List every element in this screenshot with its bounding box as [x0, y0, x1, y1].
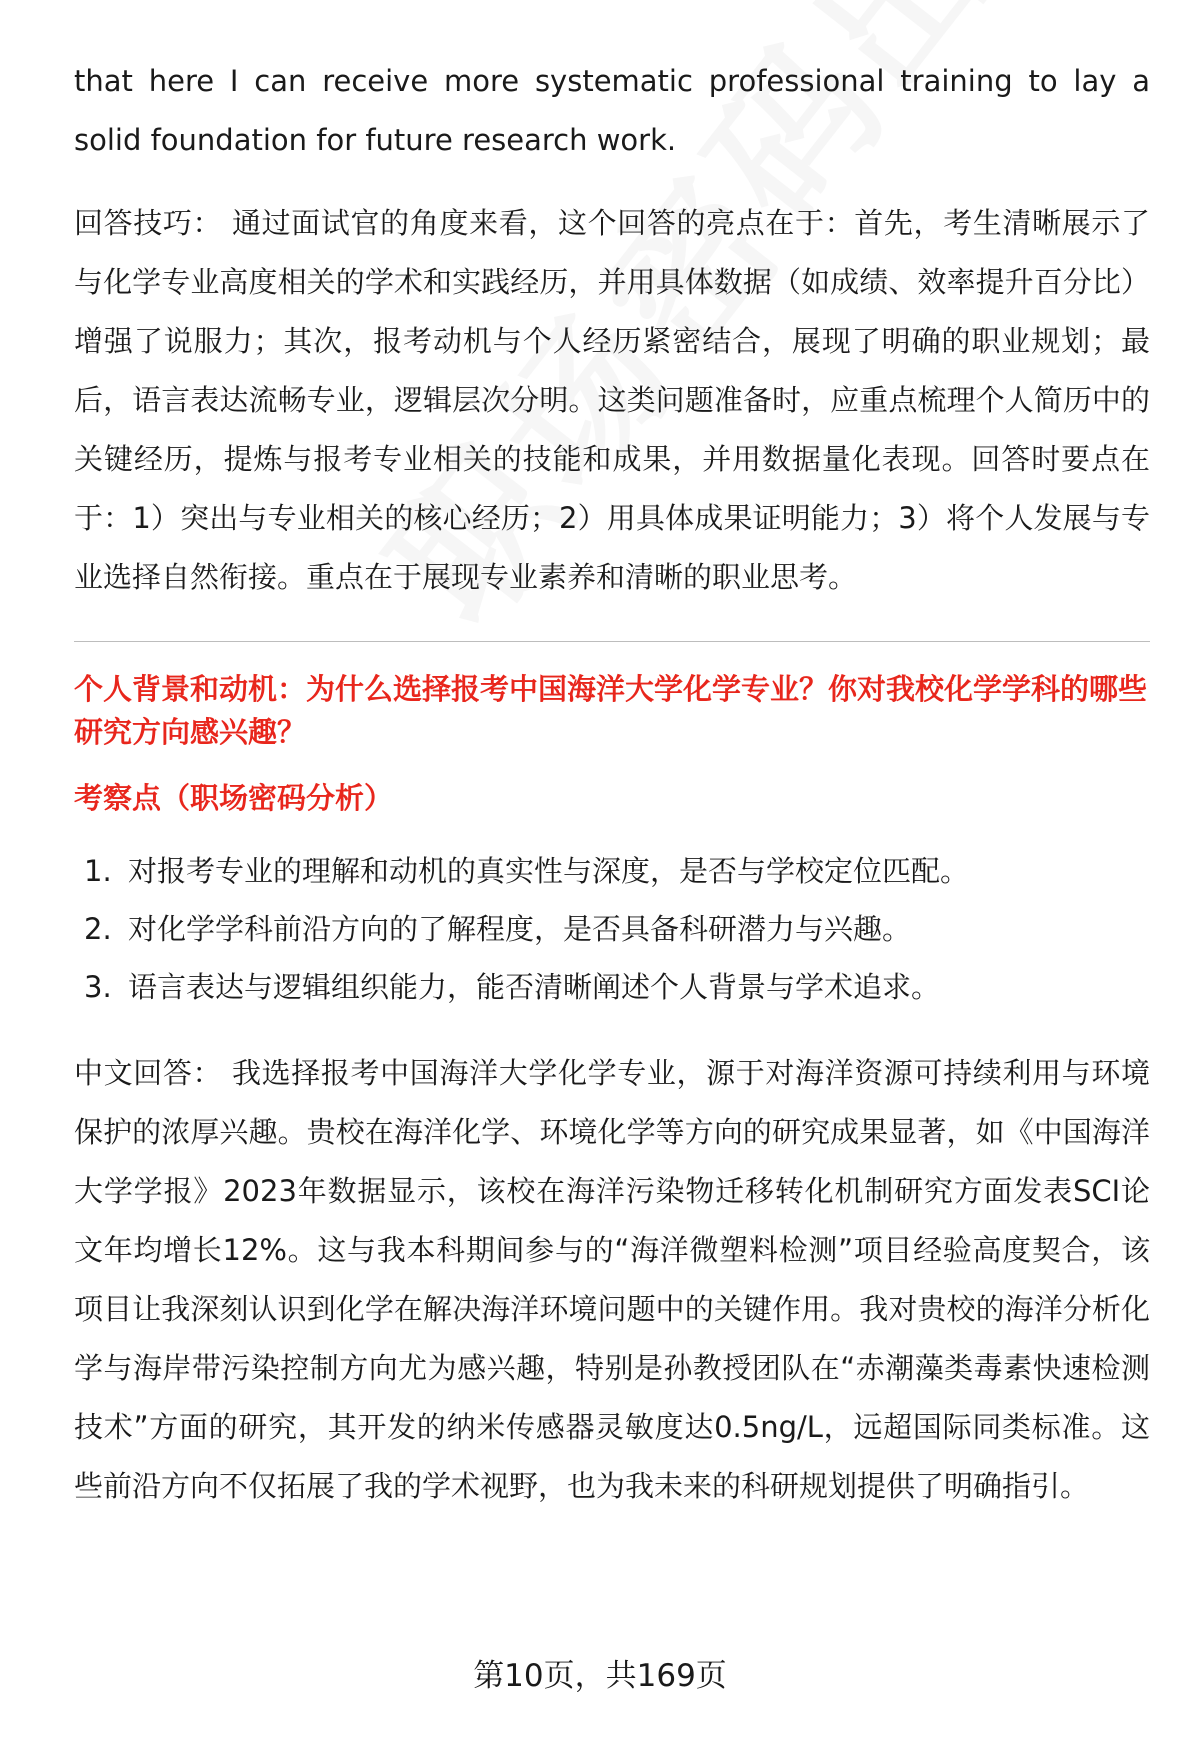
list-item-number: 1.	[84, 854, 112, 888]
list-item	[74, 900, 1150, 958]
document-page	[74, 52, 1150, 1516]
list-item-text: 对化学学科前沿方向的了解程度，是否具备科研潜力与兴趣。	[128, 912, 912, 946]
list-item	[74, 958, 1150, 1016]
list-item-number: 3.	[84, 970, 112, 1004]
section-divider	[74, 641, 1150, 642]
chinese-answer-paragraph: 中文回答： 我选择报考中国海洋大学化学专业，源于对海洋资源可持续利用与环境保护的浓厚兴趣。贵校在海洋化学、环境化学等方向的研究成果显著，如《中国海洋大学学报》2023年数据显示，该校在海洋污染物迁移转化机制研究方面发表SCI论文年均增长12%。这与我本科期间参与的“海洋微塑料检测”项目经验高度契合，该项目让我深刻认识到化学在解决海洋环境问题中的关键作用。我对贵校的海洋分析化学与海岸带污染控制方向尤为感兴趣，特别是孙教授团队在“赤潮藻类毒素快速检测技术”方面的研究，其开发的纳米传感器灵敏度达0.5ng/L，远超国际同类标准。这些前沿方向不仅拓展了我的学术视野，也为我未来的科研规划提供了明确指引。	[74, 1056, 1150, 1503]
key-points-list	[74, 842, 1150, 1016]
list-item-text: 对报考专业的理解和动机的真实性与深度，是否与学校定位匹配。	[128, 854, 970, 888]
english-answer-tail: that here I can receive more systematic professional training to lay a solid foundation for future research work.	[74, 64, 1150, 157]
list-item	[74, 842, 1150, 900]
list-item-number: 2.	[84, 912, 112, 946]
answer-tips-paragraph: 回答技巧： 通过面试官的角度来看，这个回答的亮点在于：首先，考生清晰展示了与化学专业高度相关的学术和实践经历，并用具体数据（如成绩、效率提升百分比）增强了说服力；其次，报考动机与个人经历紧密结合，展现了明确的职业规划；最后，语言表达流畅专业，逻辑层次分明。这类问题准备时，应重点梳理个人简历中的关键经历，提炼与报考专业相关的技能和成果，并用数据量化表现。回答时要点在于：1）突出与专业相关的核心经历；2）用具体成果证明能力；3）将个人发展与专业选择自然衔接。重点在于展现专业素养和清晰的职业思考。	[74, 206, 1150, 594]
question-heading: 个人背景和动机：为什么选择报考中国海洋大学化学专业？你对我校化学学科的哪些研究方向感兴趣？	[74, 672, 1148, 749]
key-points-heading: 考察点（职场密码分析）	[74, 781, 394, 815]
list-item-text: 语言表达与逻辑组织能力，能否清晰阐述个人背景与学术追求。	[128, 970, 941, 1004]
page-number: 第10页，共169页	[473, 1658, 727, 1694]
